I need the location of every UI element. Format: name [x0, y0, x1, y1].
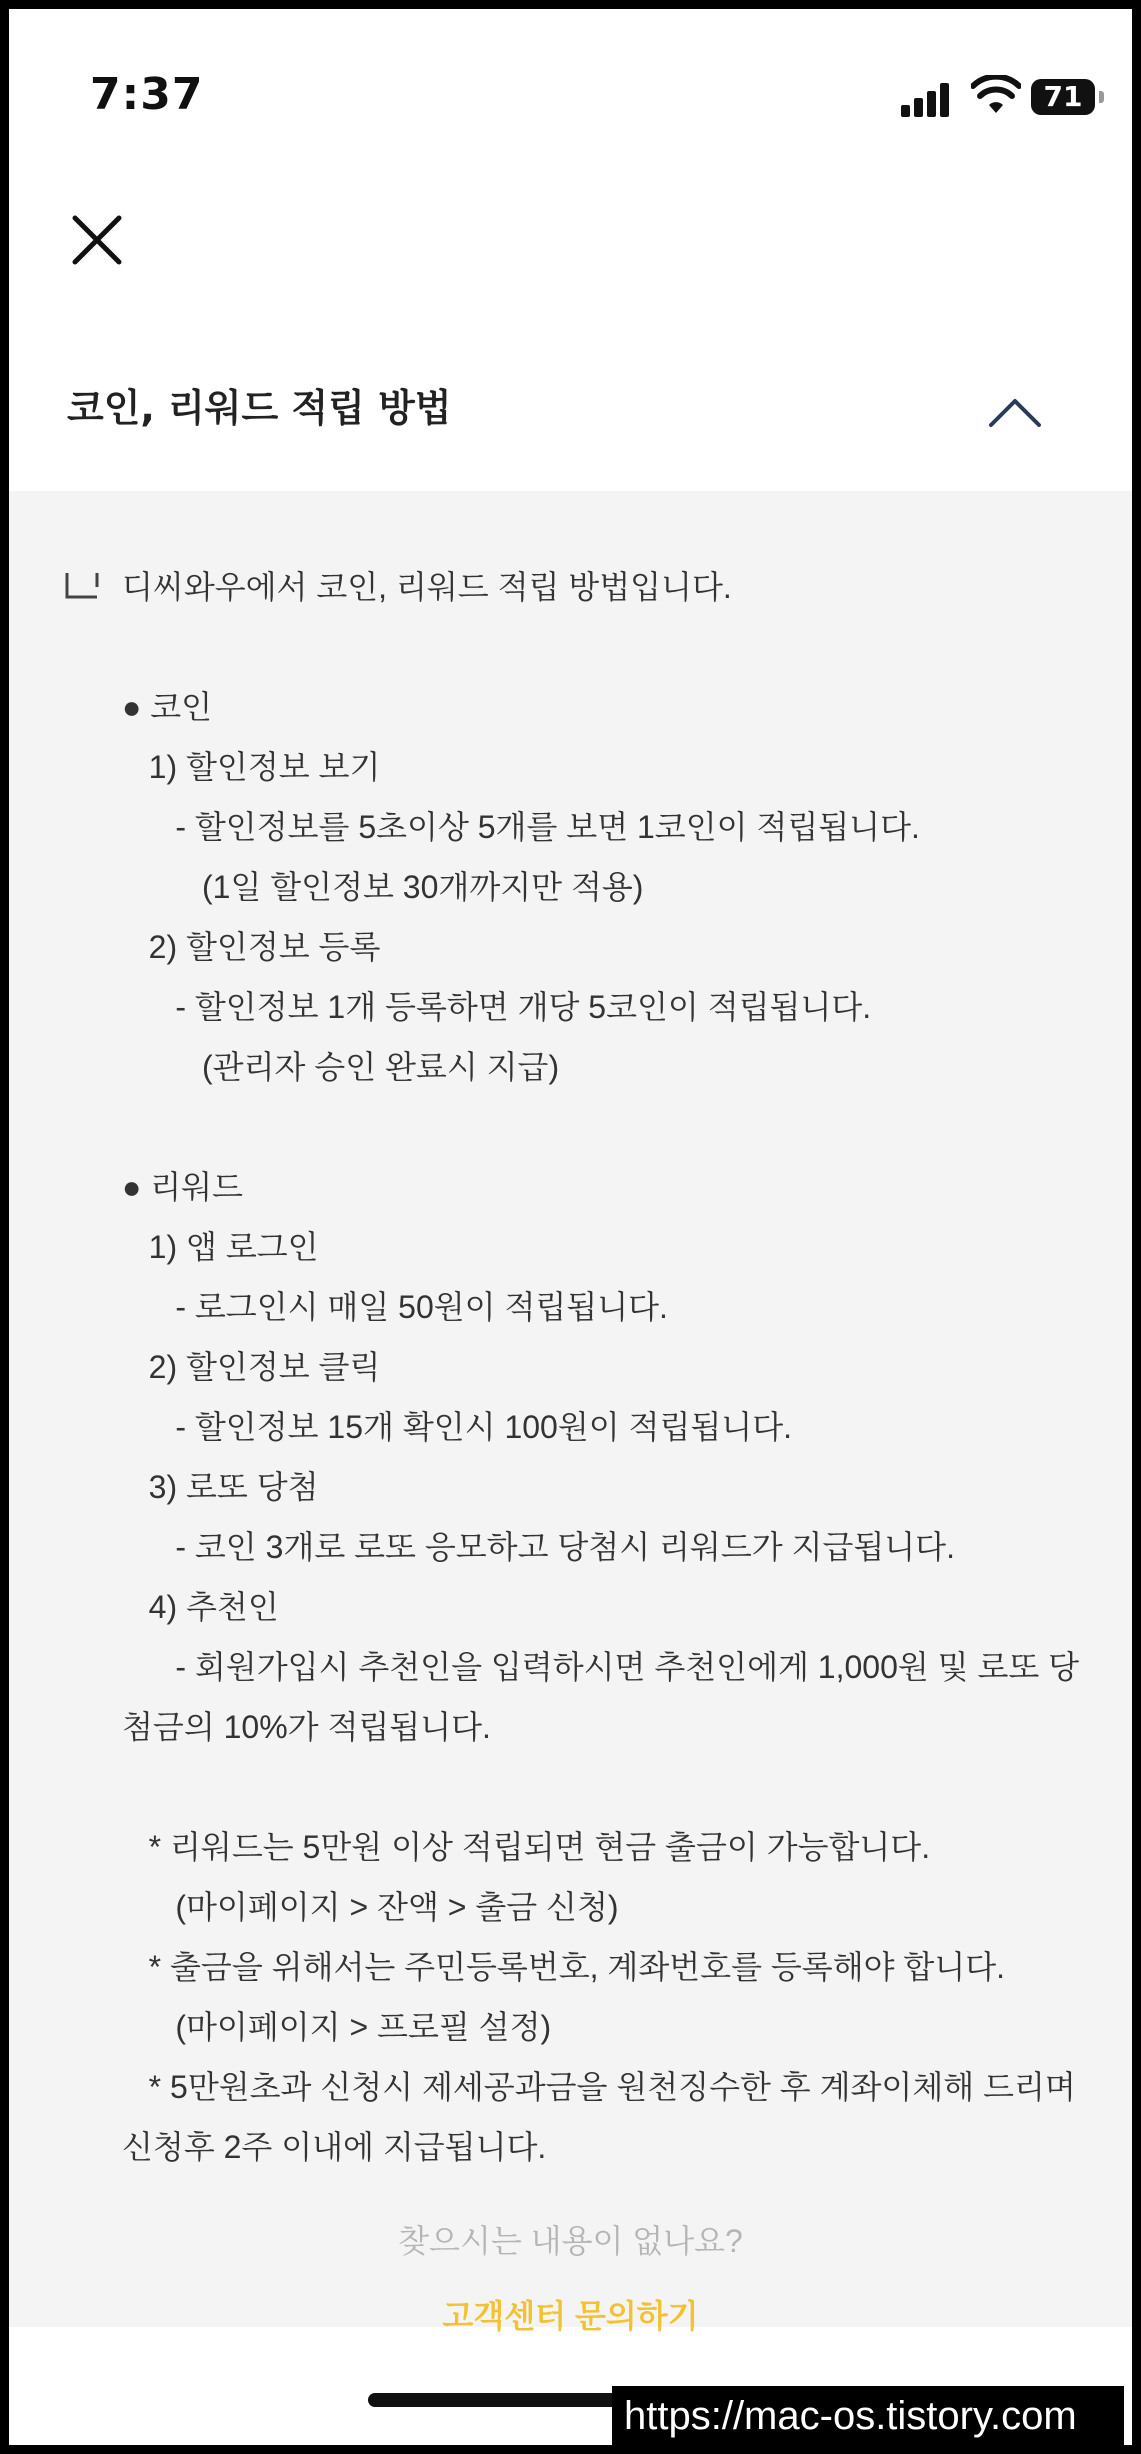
app-screen: [9, 9, 1132, 2445]
status-bar: [9, 9, 1132, 169]
battery-icon: 71: [1031, 79, 1095, 115]
faq-answer-panel: [9, 491, 1132, 2334]
status-time: 7:37: [90, 69, 204, 120]
faq-item-header[interactable]: [9, 349, 1132, 499]
close-icon[interactable]: [61, 204, 131, 274]
customer-center-link[interactable]: 고객센터 문의하기: [442, 2298, 699, 2334]
wifi-icon: [971, 75, 1021, 115]
chevron-up-icon[interactable]: [985, 389, 1045, 439]
watermark: https://mac-os.tistory.com: [612, 2386, 1124, 2446]
reply-corner-icon: [63, 569, 103, 609]
battery-nub: [1099, 91, 1104, 103]
cellular-signal-icon: [901, 83, 951, 117]
faq-item-title: 코인, 리워드 적립 방법: [67, 386, 452, 430]
not-found-text: 찾으시는 내용이 없나요?: [398, 2223, 743, 2259]
faq-answer-text: 디씨와우에서 코인, 리워드 적립 방법입니다. ● 코인 1) 할인정보 보기 - 할인정보를 5초이상 5개를 보면 1코인이 적립됩니다. (1일 할인정보 30개까지만 적용) 2) 할인정보 등록 - 할인정보 1개 등록하면 개당 5코인이 적립됩니다. (관리자 승인 완료시 지급) ● 리워드 1) 앱 로그인 - 로그인시 매일 50원이 적립됩니다. 2) 할인정보 클릭 - 할인정보 15개 확인시 100원이 적립됩니다. 3) 로또 당첨 - 코인 3개로 로또 응모하고 당첨시 리워드가 지급됩니다. 4) 추천인 - 회원가입시 추천인을 입력하시면 추천인에게 1,000원 및 로또 당첨금의 10%가 적립됩니다. * 리워드는 5만원 이상 적립되면 현금 출금이 가능합니다. (마이페이지 > 잔액 > 출금 신청) * 출금을 위해서는 주민등록번호, 계좌번호를 등록해야 합니다. (마이페이지 > 프로필 설정) * 5만원초과 신청시 제세공과금을 원천징수한 후 계좌이체해 드리며 신청후 2주 이내에 지급됩니다.: [122, 569, 1080, 2165]
